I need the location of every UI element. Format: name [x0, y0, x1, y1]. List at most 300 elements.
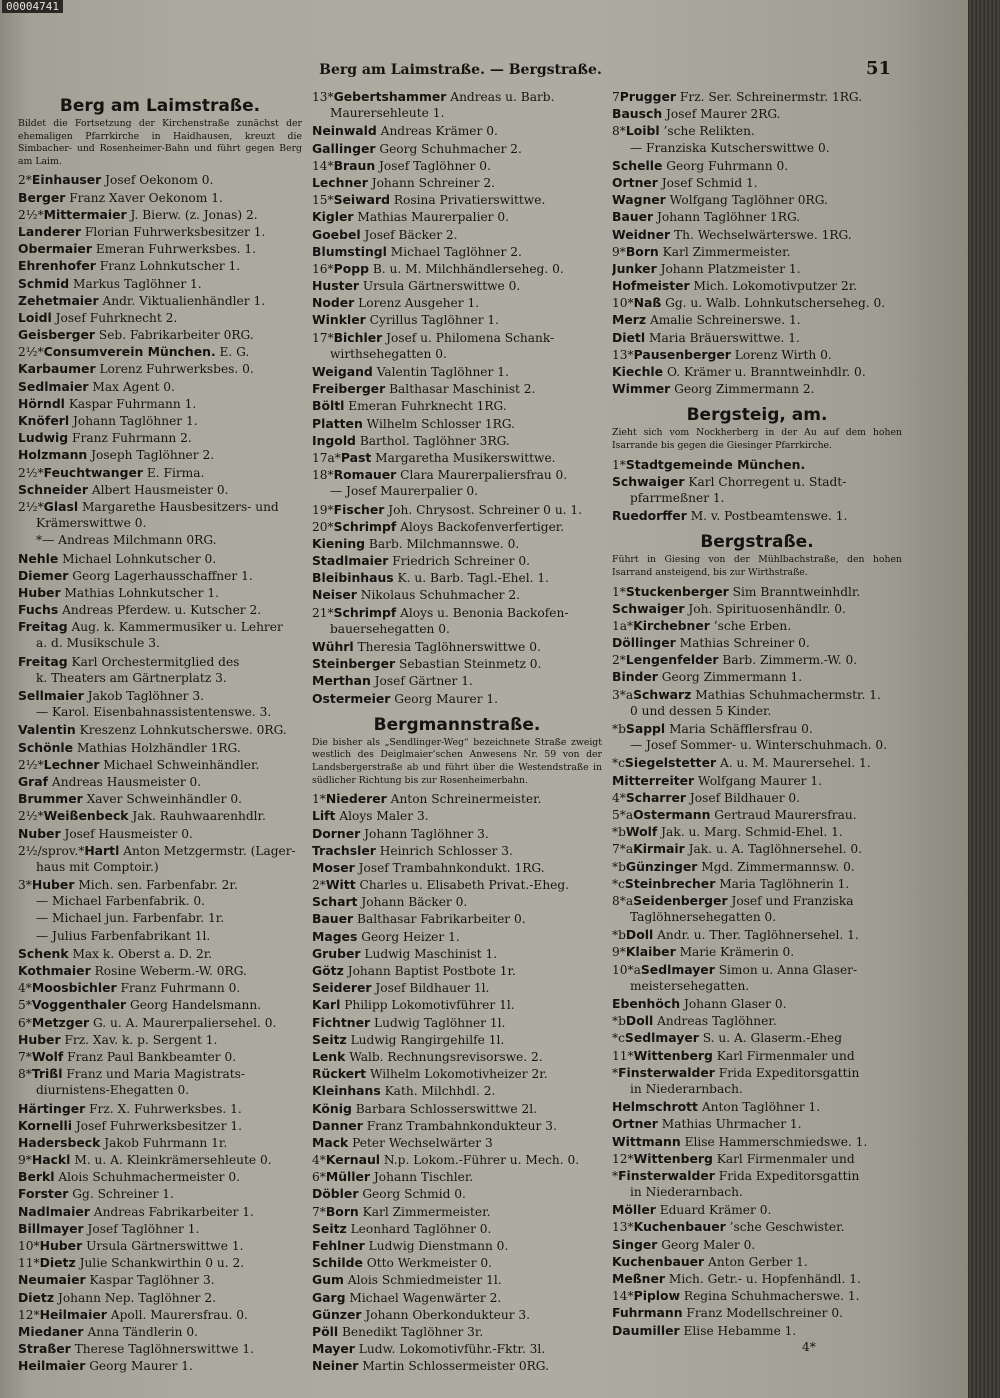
- entry-details: Georg Lagerhausschaffner 1.: [72, 568, 253, 583]
- resident-name: Wolf: [31, 1048, 64, 1064]
- resident-name: Nadlmaier: [18, 1203, 90, 1219]
- entry-details: Emeran Fuhrknecht 1RG.: [348, 399, 507, 414]
- directory-entry: [312, 1254, 602, 1271]
- resident-name: Götz: [312, 963, 344, 978]
- resident-name: Weigand: [312, 364, 373, 379]
- house-number: 19*: [312, 502, 334, 517]
- resident-name: Schwaiger: [612, 473, 685, 489]
- entry-details: Michael Schweinhändler.: [103, 757, 260, 772]
- directory-entry: [18, 1082, 302, 1099]
- entry-details: Franz Xaver Oekonom 1.: [69, 190, 223, 205]
- entry-details: Josef Oekonom 0.: [105, 173, 214, 188]
- house-number: 12*: [612, 1151, 634, 1166]
- directory-entry: [312, 311, 602, 328]
- entry-details: Barb. Milchmannswe. 0.: [368, 536, 520, 551]
- house-number: 2½*: [18, 207, 44, 222]
- resident-name: Trißl: [31, 1066, 63, 1082]
- resident-name: Schönle: [18, 739, 74, 755]
- resident-name: Rückert: [312, 1066, 367, 1082]
- entry-details: Sebastian Steinmetz 0.: [398, 657, 542, 672]
- directory-entry: [312, 329, 602, 346]
- directory-entry: [18, 1100, 302, 1117]
- directory-entry: [612, 1304, 902, 1321]
- entry-details: Josef u. Philomena Schank-: [386, 330, 555, 345]
- directory-entry: [18, 979, 302, 996]
- resident-name: Gallinger: [312, 140, 376, 156]
- entry-details: bauersehegatten 0.: [330, 621, 450, 636]
- entry-list: [612, 88, 902, 397]
- resident-name: Stuckenberger: [625, 583, 729, 599]
- entry-details: Georg Schuhmacher 2.: [379, 141, 522, 156]
- entry-details: Kath. Milchhdl. 2.: [384, 1084, 496, 1099]
- resident-name: Döllinger: [612, 635, 676, 651]
- directory-entry: [312, 277, 602, 294]
- resident-name: Geisberger: [18, 327, 95, 343]
- entry-details: Andreas Fabrikarbeiter 1.: [93, 1204, 254, 1219]
- entry-details: — Josef Sommer- u. Winterschuhmach. 0.: [630, 738, 888, 753]
- directory-entry: [612, 346, 902, 363]
- entry-details: — Josef Maurerpalier 0.: [330, 484, 478, 499]
- resident-name: Hadersbeck: [18, 1134, 101, 1150]
- entry-details: Franz Trambahnkondukteur 3.: [366, 1118, 557, 1133]
- entry-details: Franz Paul Bankbeamter 0.: [67, 1049, 237, 1064]
- directory-entry: [312, 876, 602, 893]
- resident-name: Bauer: [312, 911, 354, 927]
- resident-name: Lenk: [312, 1048, 346, 1064]
- directory-entry: [612, 191, 902, 208]
- resident-name: Binder: [612, 669, 658, 685]
- entry-details: Clara Maurerpaliersfrau 0.: [400, 468, 568, 483]
- entry-details: — Michael Farbenfabrik. 0.: [36, 894, 206, 909]
- directory-entry: [18, 1237, 302, 1254]
- resident-name: Müller: [325, 1169, 371, 1185]
- entry-details: Andreas Taglöhner.: [657, 1014, 777, 1029]
- directory-entry: [312, 1031, 602, 1048]
- entry-details: Margaretha Musikerswittwe.: [375, 450, 556, 465]
- directory-entry: [18, 1134, 302, 1151]
- resident-name: Fuchs: [18, 602, 59, 618]
- resident-name: Klaiber: [625, 944, 676, 960]
- entry-details: Alois Schuhmachermeister 0.: [58, 1170, 241, 1185]
- directory-entry: [612, 1184, 902, 1201]
- entry-details: Eduard Krämer 0.: [659, 1203, 772, 1218]
- entry-details: Aloys u. Benonia Backofen-: [400, 605, 569, 620]
- resident-name: Böltl: [312, 398, 345, 414]
- entry-details: Apoll. Maurersfrau. 0.: [110, 1307, 248, 1322]
- directory-entry: [18, 945, 302, 962]
- resident-name: Nehle: [18, 550, 59, 566]
- resident-name: Wittenberg: [633, 1150, 713, 1166]
- entry-details: Anna Tändlerin 0.: [87, 1324, 198, 1339]
- resident-name: Döbler: [312, 1186, 359, 1202]
- resident-name: Metzger: [31, 1014, 90, 1030]
- resident-name: Niederer: [325, 791, 387, 807]
- entry-details: Mathias Schuhmachermstr. 1.: [695, 687, 881, 702]
- house-number: 13*: [612, 347, 634, 362]
- directory-entry: [312, 518, 602, 535]
- directory-entry: [312, 191, 602, 208]
- entry-details: Joseph Taglöhner 2.: [91, 448, 215, 463]
- resident-name: Pöll: [312, 1323, 339, 1339]
- resident-name: Seiderer: [312, 980, 372, 996]
- resident-name: Heilmaier: [39, 1306, 107, 1322]
- directory-entry: [18, 1031, 302, 1048]
- resident-name: Freitag: [18, 619, 68, 635]
- entry-details: Elise Hammerschmiedswe. 1.: [684, 1134, 868, 1149]
- resident-name: Kuchenbauer: [633, 1219, 726, 1235]
- entry-details: Maurersehleute 1.: [330, 106, 445, 121]
- entry-details: Georg Handelsmann.: [130, 998, 262, 1013]
- entry-details: Karl Firmenmaler und: [716, 1151, 855, 1166]
- resident-name: Dietz: [18, 1289, 55, 1305]
- resident-name: Graf: [18, 773, 49, 789]
- entry-details: Josef Schmid 1.: [661, 175, 758, 190]
- directory-entry: [312, 1289, 602, 1306]
- entry-details: Georg Zimmermann 1.: [661, 670, 803, 685]
- house-number: 9*: [612, 244, 626, 259]
- resident-name: Bausch: [612, 106, 663, 122]
- entry-details: — Karol. Eisenbahnassistentenswe. 3.: [36, 705, 272, 720]
- entry-details: Karl Zimmermeister.: [662, 244, 791, 259]
- directory-entry: [612, 1218, 902, 1235]
- entry-details: Josef Trambahnkondukt. 1RG.: [358, 860, 545, 875]
- entry-details: S. u. A. Glaserm.-Eheg: [702, 1031, 843, 1046]
- street-heading-berg-am-laimstrasse: Berg am Laimstraße.: [59, 96, 261, 116]
- resident-name: Huber: [18, 1031, 61, 1047]
- directory-entry: [18, 446, 302, 463]
- entry-details: diurnistens-Ehegatten 0.: [36, 1083, 190, 1098]
- resident-name: Dietz: [39, 1255, 76, 1271]
- directory-entry: [312, 1048, 602, 1065]
- house-number: *c: [612, 756, 625, 771]
- entry-details: Franz Fuhrmann 0.: [120, 981, 241, 996]
- resident-name: Berger: [18, 189, 66, 205]
- resident-name: Merz: [612, 312, 647, 328]
- entry-details: — Michael jun. Farbenfabr. 1r.: [36, 911, 225, 926]
- entry-details: A. u. M. Maurersehel. 1.: [719, 756, 871, 771]
- directory-entry: [312, 690, 602, 707]
- resident-name: Scharrer: [625, 789, 687, 805]
- directory-entry: [612, 1322, 902, 1339]
- street-heading-bergsteig: Bergsteig, am.: [686, 405, 828, 426]
- entry-details: Michael Lohnkutscher 0.: [62, 551, 217, 566]
- entry-details: Gg. u. Walb. Lohnkutscherseheg. 0.: [665, 296, 886, 311]
- entry-details: Frida Expeditorsgattin: [718, 1065, 860, 1080]
- resident-name: Kleinhans: [312, 1083, 381, 1099]
- entry-list: [612, 583, 902, 1339]
- directory-entry: [312, 380, 602, 397]
- directory-entry: [18, 1168, 302, 1185]
- house-number: 6*: [312, 1170, 326, 1185]
- house-number: 1*: [612, 457, 626, 472]
- directory-entry: [312, 501, 602, 518]
- entry-details: Aloys Backofenverfertiger.: [400, 519, 565, 534]
- resident-name: Lechner: [43, 756, 100, 772]
- directory-entry: [612, 1167, 902, 1184]
- entry-details: Margarethe Hausbesitzers- und: [81, 499, 279, 514]
- directory-entry: [312, 432, 602, 449]
- directory-entry: [312, 569, 602, 586]
- resident-name: Garg: [312, 1289, 346, 1305]
- resident-name: Neumaier: [18, 1272, 86, 1288]
- entry-details: Georg Maler 0.: [661, 1237, 756, 1252]
- house-number: 9*: [18, 1153, 32, 1168]
- resident-name: Schenk: [18, 945, 69, 961]
- entry-details: Jakob Fuhrmann 1r.: [104, 1135, 228, 1150]
- house-number: *b: [612, 825, 626, 840]
- resident-name: Huber: [39, 1238, 83, 1253]
- house-number: 2*: [612, 653, 626, 668]
- entry-details: Valentin Taglöhner 1.: [376, 365, 509, 379]
- directory-entry: [18, 1271, 302, 1288]
- house-number: *b: [612, 928, 626, 943]
- resident-name: Feuchtwanger: [43, 464, 143, 480]
- resident-name: Braun: [333, 157, 376, 173]
- directory-entry: [612, 892, 902, 909]
- directory-entry: [612, 772, 902, 789]
- entry-details: Gertraud Maurersfrau.: [714, 807, 857, 822]
- directory-entry: [18, 1014, 302, 1031]
- resident-name: Stadtgemeinde München.: [625, 456, 806, 472]
- resident-name: Piplow: [633, 1288, 681, 1304]
- house-number: 7*a: [612, 842, 634, 857]
- resident-name: Sedlmayer: [624, 1030, 699, 1046]
- resident-name: Brummer: [18, 791, 83, 807]
- catchword: 4*: [802, 1339, 816, 1354]
- column-1: [18, 88, 302, 1375]
- resident-name: Trachsler: [312, 842, 376, 858]
- entry-details: Georg Schmid 0.: [362, 1187, 466, 1202]
- directory-entry: [612, 140, 902, 157]
- entry-details: Johann Taglöhner 1.: [72, 414, 198, 428]
- entry-details: Cyrillus Taglöhner 1.: [369, 313, 500, 328]
- resident-name: Wolf: [625, 824, 658, 840]
- resident-name: Moser: [312, 859, 355, 875]
- directory-entry: [18, 670, 302, 687]
- entry-details: Mgd. Zimmermannsw. 0.: [701, 859, 855, 874]
- directory-entry: [312, 535, 602, 552]
- resident-name: Voggenthaler: [31, 997, 127, 1013]
- resident-name: Glasl: [43, 498, 79, 514]
- resident-name: Kigler: [312, 209, 354, 225]
- resident-name: Gum: [312, 1272, 344, 1288]
- resident-name: Kuchenbauer: [612, 1253, 705, 1269]
- directory-entry: [612, 943, 902, 960]
- directory-entry: [18, 1323, 302, 1340]
- entry-details: ’sche Geschwister.: [729, 1220, 845, 1235]
- directory-entry: [18, 1048, 302, 1065]
- entry-details: M. u. A. Kleinkrämersehleute 0.: [74, 1153, 272, 1168]
- entry-details: Franz Fuhrmann 2.: [72, 431, 192, 446]
- directory-entry: [312, 1357, 602, 1374]
- directory-entry: [612, 875, 902, 892]
- entry-list: [18, 171, 302, 1374]
- directory-entry: [312, 859, 602, 876]
- entry-details: Franz und Maria Magistrats-: [66, 1067, 245, 1082]
- resident-name: Seidenberger: [633, 892, 728, 908]
- house-number: 12*: [18, 1307, 40, 1322]
- directory-entry: [312, 466, 602, 483]
- entry-details: Aug. k. Kammermusiker u. Lehrer: [71, 620, 283, 635]
- entry-details: Max k. Oberst a. D. 2r.: [72, 946, 213, 961]
- directory-entry: [312, 449, 602, 466]
- entry-details: Georg Maurer 1.: [394, 691, 499, 706]
- resident-name: Helmschrott: [612, 1099, 698, 1115]
- entry-details: meistersehegatten.: [630, 978, 750, 993]
- resident-name: Mages: [312, 928, 358, 944]
- entry-details: Ursula Gärtnerswittwe 0.: [362, 279, 521, 294]
- entry-details: N.p. Lokom.-Führer u. Mech. 0.: [383, 1153, 580, 1168]
- directory-entry: [18, 790, 302, 807]
- entry-list: [612, 456, 902, 525]
- house-number: 14*: [312, 158, 334, 173]
- resident-name: Kirchebner: [633, 617, 710, 633]
- entry-details: Heinrich Schlosser 3.: [379, 843, 513, 858]
- directory-entry: [312, 790, 602, 807]
- resident-name: Schrimpf: [333, 604, 397, 620]
- resident-name: Witt: [325, 877, 356, 893]
- directory-entry: [312, 397, 602, 414]
- resident-name: Moosbichler: [31, 980, 117, 996]
- directory-entry: [312, 979, 602, 996]
- directory-entry: [18, 601, 302, 618]
- entry-details: Jak. Rauhwaarenhdlr.: [132, 809, 266, 824]
- resident-name: Sellmaier: [18, 688, 84, 703]
- resident-name: Born: [625, 243, 659, 259]
- directory-entry: [312, 1203, 602, 1220]
- house-number: 20*: [312, 519, 334, 534]
- resident-name: Fehlner: [312, 1238, 365, 1253]
- entry-details: Josef und Franziska: [731, 893, 854, 908]
- house-number: 2½*: [18, 757, 44, 772]
- entry-details: Josef Hausmeister 0.: [64, 826, 193, 841]
- entry-details: Charles u. Elisabeth Privat.-Eheg.: [359, 878, 570, 893]
- entry-details: Franz Modellschreiner 0.: [686, 1306, 843, 1321]
- entry-details: Georg Zimmermann 2.: [674, 382, 815, 397]
- resident-name: Lengenfelder: [625, 652, 719, 668]
- entry-details: a. d. Musikschule 3.: [36, 636, 160, 651]
- resident-name: Dietl: [612, 329, 646, 345]
- directory-entry: [18, 1220, 302, 1237]
- directory-entry: [312, 157, 602, 174]
- entry-details: Albert Hausmeister 0.: [91, 482, 229, 497]
- resident-name: Ludwig: [18, 430, 69, 446]
- directory-entry: [312, 363, 602, 380]
- directory-entry: [312, 415, 602, 432]
- directory-entry: [18, 584, 302, 601]
- entry-details: Martin Schlossermeister 0RG.: [362, 1359, 549, 1374]
- entry-details: Seb. Fabrikarbeiter 0RG.: [98, 328, 254, 343]
- directory-entry: [312, 638, 602, 655]
- resident-name: Nuber: [18, 825, 61, 841]
- entry-details: Jakob Taglöhner 3.: [87, 689, 205, 703]
- entry-details: Maria Taglöhnerin 1.: [719, 876, 850, 891]
- resident-name: Mayer: [312, 1341, 355, 1357]
- directory-entry: [18, 481, 302, 498]
- house-number: 10*: [612, 296, 634, 311]
- directory-entry: [612, 380, 902, 397]
- street-description: Führt in Giesing von der Mühlbachstraße, den hohen Isarrand ansteigend, bis zur Wirthstraße.: [612, 554, 902, 578]
- resident-name: Günzinger: [625, 858, 698, 874]
- directory-entry: [18, 618, 302, 635]
- directory-entry: [312, 945, 602, 962]
- resident-name: Bichler: [333, 329, 383, 345]
- directory-entry: [312, 893, 602, 910]
- house-number: 10*: [18, 1239, 40, 1253]
- directory-entry: [18, 275, 302, 292]
- directory-entry: [312, 621, 602, 638]
- directory-entry: [312, 1100, 602, 1117]
- entry-details: Kaspar Taglöhner 3.: [89, 1273, 215, 1288]
- resident-name: Diemer: [18, 567, 69, 583]
- directory-entry: [612, 720, 902, 737]
- directory-entry: [612, 1150, 902, 1167]
- house-number: 2*: [312, 878, 326, 893]
- directory-entry: [312, 1340, 602, 1357]
- house-number: 2½*: [18, 499, 44, 514]
- directory-entry: [312, 88, 602, 105]
- directory-entry: [18, 756, 302, 773]
- resident-name: Heilmaier: [18, 1358, 86, 1374]
- house-number: 4*: [612, 790, 626, 805]
- resident-name: Hartl: [84, 842, 120, 858]
- directory-entry: [312, 174, 602, 191]
- entry-details: Nikolaus Schuhmacher 2.: [360, 588, 520, 603]
- resident-name: Singer: [612, 1236, 658, 1252]
- entry-details: M. v. Postbeamtenswe. 1.: [690, 509, 848, 524]
- directory-entry: [312, 996, 602, 1013]
- directory-entry: [312, 1185, 602, 1202]
- directory-entry: [312, 1323, 602, 1340]
- resident-name: Ostermeier: [312, 690, 391, 706]
- column-2: [312, 88, 602, 1375]
- resident-name: Wittmann: [612, 1133, 681, 1149]
- resident-name: Kiechle: [612, 364, 664, 379]
- resident-name: Goebel: [312, 226, 361, 242]
- directory-entry: [312, 825, 602, 842]
- directory-entry: [612, 329, 902, 346]
- directory-entry: [612, 995, 902, 1012]
- directory-entry: [612, 668, 902, 685]
- entry-details: Andreas Krämer 0.: [380, 124, 498, 139]
- entry-details: Maria Schäfflersfrau 0.: [669, 722, 813, 736]
- directory-entry: [312, 226, 602, 243]
- resident-name: Ortner: [612, 1116, 658, 1132]
- resident-name: Ostermann: [633, 806, 711, 822]
- resident-name: Billmayer: [18, 1220, 84, 1236]
- entry-details: J. Bierw. (z. Jonas) 2.: [130, 207, 258, 222]
- directory-entry: [18, 223, 302, 240]
- directory-entry: [18, 429, 302, 446]
- resident-name: Günzer: [312, 1306, 362, 1322]
- resident-name: Einhauser: [31, 172, 102, 188]
- resident-name: Schneider: [18, 481, 88, 497]
- directory-entry: [612, 260, 902, 277]
- entry-details: Rosina Privatierswittwe.: [393, 193, 546, 208]
- directory-entry: [18, 928, 302, 945]
- entry-details: Walb. Rechnungsrevisorswe. 2.: [349, 1049, 543, 1064]
- directory-entry: [18, 825, 302, 842]
- directory-entry: [612, 909, 902, 926]
- running-head: Berg am Laimstraße. — Bergstraße.: [319, 62, 602, 78]
- entry-details: Johann Tischler.: [373, 1170, 474, 1185]
- directory-entry: [312, 928, 602, 945]
- directory-entry: [18, 687, 302, 704]
- entry-details: *— Andreas Milchmann 0RG.: [36, 533, 217, 548]
- house-number: 3*: [18, 878, 32, 893]
- archive-tag: 00004741: [2, 0, 63, 13]
- resident-name: Daumiller: [612, 1322, 680, 1338]
